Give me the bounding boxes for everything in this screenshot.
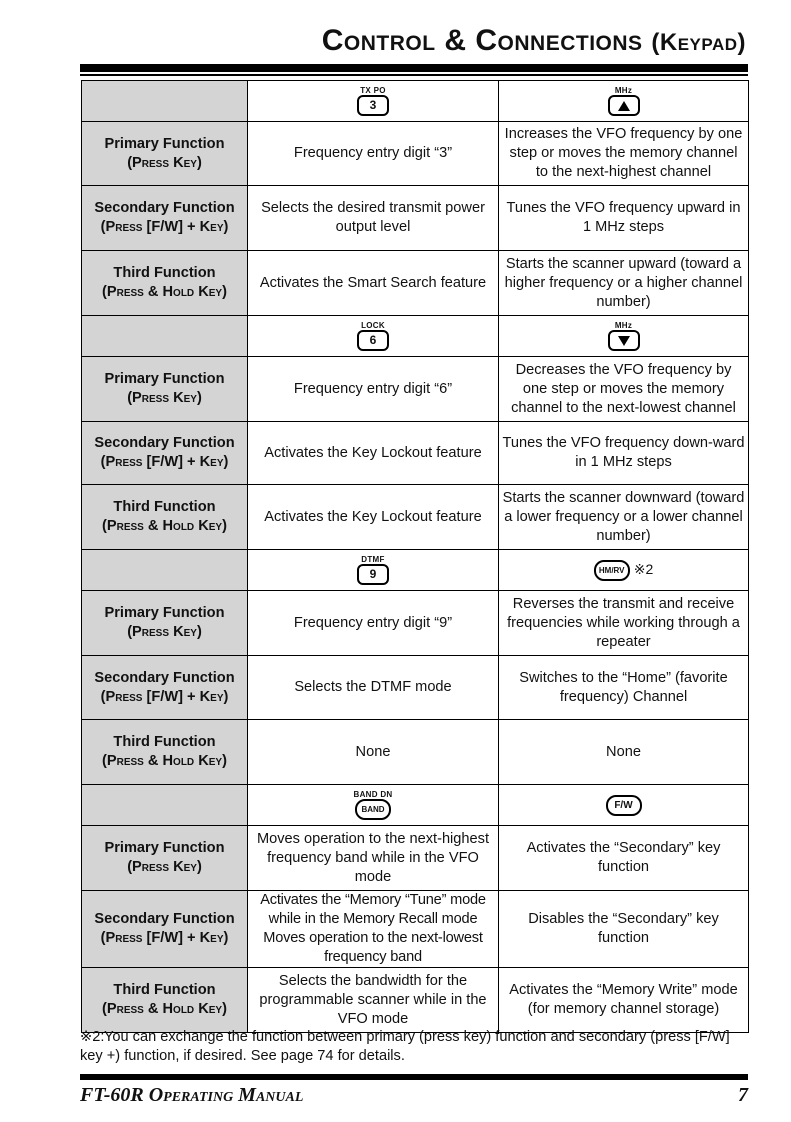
footnote-mark: ※2: <box>80 1029 105 1045</box>
key-up <box>608 86 640 116</box>
table-row <box>82 357 749 422</box>
secondary-function-label: Secondary Function (Press [F/W] + Key) <box>82 891 248 968</box>
key-hmrv <box>594 560 630 581</box>
third-function-label: Third Function (Press & Hold Key) <box>82 968 248 1033</box>
key-down-secondary: Tunes the VFO frequency down-ward in 1 MHz steps <box>499 422 749 485</box>
key-down-cell <box>499 316 749 357</box>
table-row <box>82 720 749 785</box>
secondary-function-label: Secondary Function (Press [F/W] + Key) <box>82 656 248 720</box>
secondary-function-label: Secondary Function (Press [F/W] + Key) <box>82 422 248 485</box>
table-row <box>82 485 749 550</box>
table-row <box>82 891 749 968</box>
key-6-cell <box>248 316 499 357</box>
third-function-label: Third Function (Press & Hold Key) <box>82 720 248 785</box>
key-3-third: Activates the Smart Search feature <box>248 251 499 316</box>
key-caption: TX PO <box>360 86 386 95</box>
key-header-row <box>82 316 749 357</box>
key-3-primary: Frequency entry digit “3” <box>248 122 499 186</box>
page-title-sub: (Keypad) <box>651 29 746 56</box>
key-9-cell <box>248 550 499 591</box>
table-row <box>82 186 749 251</box>
page-number: 7 <box>738 1084 748 1106</box>
triangle-up-icon <box>608 95 640 116</box>
third-function-label: Third Function (Press & Hold Key) <box>82 251 248 316</box>
band-key-icon: BAND <box>355 799 391 820</box>
key-caption: MHz <box>614 86 633 95</box>
key-hmrv-third: None <box>499 720 749 785</box>
key-3 <box>357 86 389 116</box>
primary-function-label: Primary Function (Press Key) <box>82 357 248 422</box>
key-fw-cell <box>499 785 749 826</box>
key-hmrv-cell <box>499 550 749 591</box>
primary-function-label: Primary Function (Press Key) <box>82 826 248 891</box>
manual-title: FT-60R Operating Manual <box>80 1084 304 1106</box>
key-6 <box>357 321 389 351</box>
table-row <box>82 422 749 485</box>
key-fw-third: Activates the “Memory Write” mode (for memory channel storage) <box>499 968 749 1033</box>
third-function-label: Third Function (Press & Hold Key) <box>82 485 248 550</box>
key-caption: MHz <box>614 321 633 330</box>
table-row <box>82 251 749 316</box>
key-fw-primary: Activates the “Secondary” key function <box>499 826 749 891</box>
key-band-third: Selects the bandwidth for the programmable scanner while in the VFO mode <box>248 968 499 1033</box>
key-3-button-icon: 3 <box>357 95 389 116</box>
key-header-blank <box>82 785 248 826</box>
key-band-cell <box>248 785 499 826</box>
key-down <box>608 321 640 351</box>
key-caption: LOCK <box>361 321 385 330</box>
secondary-function-label: Secondary Function (Press [F/W] + Key) <box>82 186 248 251</box>
hm-rv-key-icon: HM/RV <box>594 560 630 581</box>
key-down-third: Starts the scanner downward (toward a lower frequency or a lower channel number) <box>499 485 749 550</box>
key-up-cell <box>499 81 749 122</box>
bottom-rule <box>80 1074 748 1080</box>
key-band-primary: Moves operation to the next-highest frequency band while in the VFO mode <box>248 826 499 891</box>
table-row <box>82 122 749 186</box>
key-up-primary: Increases the VFO frequency by one step or moves the memory channel to the next-highest channel <box>499 122 749 186</box>
key-header-row <box>82 81 749 122</box>
key-9-secondary: Selects the DTMF mode <box>248 656 499 720</box>
key-9 <box>357 555 389 585</box>
key-9-third: None <box>248 720 499 785</box>
key-6-primary: Frequency entry digit “6” <box>248 357 499 422</box>
key-fw-secondary: Disables the “Secondary” key function <box>499 891 749 968</box>
top-rule <box>80 64 748 72</box>
key-9-primary: Frequency entry digit “9” <box>248 591 499 656</box>
table-row <box>82 968 749 1033</box>
primary-function-label: Primary Function (Press Key) <box>82 591 248 656</box>
fw-key-icon: F/W <box>606 795 642 816</box>
key-header-blank <box>82 550 248 591</box>
keypad-function-table <box>81 80 749 1033</box>
top-rule-thin <box>80 74 748 76</box>
key-hmrv-primary: Reverses the transmit and receive frequencies while working through a repeater <box>499 591 749 656</box>
key-caption: BAND DN <box>353 790 393 799</box>
table-row <box>82 826 749 891</box>
primary-function-label: Primary Function (Press Key) <box>82 122 248 186</box>
key-band-secondary: Activates the “Memory “Tune” mode while in the Memory Recall mode Moves operation to the next-lowest frequency band <box>248 891 499 968</box>
table-row <box>82 591 749 656</box>
key-9-button-icon: 9 <box>357 564 389 585</box>
key-fw <box>606 795 642 816</box>
key-hmrv-secondary: Switches to the “Home” (favorite frequency) Channel <box>499 656 749 720</box>
key-band <box>354 790 393 820</box>
key-header-row <box>82 550 749 591</box>
key-6-secondary: Activates the Key Lockout feature <box>248 422 499 485</box>
footnote <box>80 1028 748 1066</box>
table-row <box>82 656 749 720</box>
key-3-cell <box>248 81 499 122</box>
key-6-third: Activates the Key Lockout feature <box>248 485 499 550</box>
triangle-down-icon <box>608 330 640 351</box>
key-header-blank <box>82 316 248 357</box>
key-caption: DTMF <box>361 555 385 564</box>
footnote-reference: ※2 <box>633 560 654 577</box>
key-up-secondary: Tunes the VFO frequency upward in 1 MHz steps <box>499 186 749 251</box>
key-header-blank <box>82 81 248 122</box>
page-title-main: Control & Connections <box>321 24 643 57</box>
key-header-row <box>82 785 749 826</box>
key-3-secondary: Selects the desired transmit power output level <box>248 186 499 251</box>
page-title <box>0 24 746 58</box>
footnote-text: You can exchange the function between primary (press key) function and secondary (press [F/W] key +) function, if desired. See page 74 for details. <box>80 1029 730 1064</box>
key-up-third: Starts the scanner upward (toward a higher frequency or a higher channel number) <box>499 251 749 316</box>
key-down-primary: Decreases the VFO frequency by one step or moves the memory channel to the next-lowest channel <box>499 357 749 422</box>
key-6-button-icon: 6 <box>357 330 389 351</box>
